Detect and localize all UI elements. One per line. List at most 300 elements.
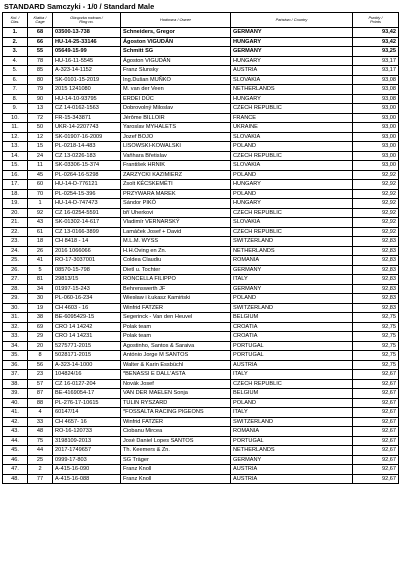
cell-ring: 29813/15 — [53, 275, 121, 285]
table-row — [3, 341, 399, 351]
cell-place: 3. — [3, 47, 28, 57]
cell-points: 92,67 — [353, 408, 399, 418]
header-points: Punkty / Points — [353, 13, 399, 28]
table-row — [3, 94, 399, 104]
cell-ring: 08570-15-798 — [53, 265, 121, 275]
cell-cage: 29 — [28, 332, 53, 342]
cell-cage: 44 — [28, 446, 53, 456]
cell-place: 25. — [3, 256, 28, 266]
cell-place: 37. — [3, 370, 28, 380]
cell-owner: *FOSSALTA RACING PIGEONS — [121, 408, 231, 418]
cell-country: SLOVAKIA — [231, 161, 353, 171]
cell-country: SLOVAKIA — [231, 132, 353, 142]
cell-ring: 2015 1241080 — [53, 85, 121, 95]
cell-cage: 41 — [28, 256, 53, 266]
cell-place: 45. — [3, 446, 28, 456]
cell-owner: LISOWSKI-KOWALSKI — [121, 142, 231, 152]
cell-cage: 92 — [28, 208, 53, 218]
header-cage: Klatka / Cage — [28, 13, 53, 28]
cell-country: HUNGARY — [231, 56, 353, 66]
cell-country: HUNGARY — [231, 94, 353, 104]
cell-points: 92,67 — [353, 379, 399, 389]
table-row — [3, 398, 399, 408]
table-row — [3, 427, 399, 437]
cell-cage: 25 — [28, 455, 53, 465]
cell-cage: 88 — [28, 398, 53, 408]
cell-owner: Novák Josef — [121, 379, 231, 389]
cell-cage: 77 — [28, 474, 53, 484]
cell-place: 43. — [3, 427, 28, 437]
cell-country: CZECH REPUBLIC — [231, 208, 353, 218]
cell-points: 92,67 — [353, 446, 399, 456]
table-row — [3, 180, 399, 190]
cell-owner: Winfrid FATZER — [121, 417, 231, 427]
table-row — [3, 85, 399, 95]
cell-place: 8. — [3, 94, 28, 104]
cell-country: CZECH REPUBLIC — [231, 227, 353, 237]
cell-place: 34. — [3, 341, 28, 351]
cell-points: 92,67 — [353, 427, 399, 437]
cell-cage: 69 — [28, 322, 53, 332]
cell-ring: BE-6095429-15 — [53, 313, 121, 323]
cell-points: 92,67 — [353, 455, 399, 465]
cell-cage: 24 — [28, 151, 53, 161]
cell-country: BELGIUM — [231, 313, 353, 323]
header-country: Państwo / Country — [231, 13, 353, 28]
cell-points: 92,67 — [353, 436, 399, 446]
cell-ring: CZ 16-0254-5591 — [53, 208, 121, 218]
cell-ring: A-323-14-1000 — [53, 360, 121, 370]
cell-country: GERMANY — [231, 284, 353, 294]
document-title: STANDARD Samczyki - 1/0 / Standard Male — [4, 2, 155, 11]
cell-points: 93,08 — [353, 75, 399, 85]
table-row — [3, 246, 399, 256]
cell-owner: Franz Knoll — [121, 474, 231, 484]
cell-country: NETHERLANDS — [231, 446, 353, 456]
cell-owner: ERDEI DÜC — [121, 94, 231, 104]
cell-place: 24. — [3, 246, 28, 256]
cell-cage: 19 — [28, 303, 53, 313]
cell-country: PORTUGAL — [231, 436, 353, 446]
cell-country: GERMANY — [231, 28, 353, 38]
cell-place: 12. — [3, 132, 28, 142]
cell-cage: 33 — [28, 417, 53, 427]
cell-cage: 81 — [28, 275, 53, 285]
cell-points: 93,00 — [353, 151, 399, 161]
cell-cage: 66 — [28, 37, 53, 47]
cell-owner: Schneiders, Gregor — [121, 28, 231, 38]
cell-points: 92,67 — [353, 389, 399, 399]
cell-ring: PL-0264-16-5298 — [53, 170, 121, 180]
cell-cage: 57 — [28, 379, 53, 389]
cell-place: 5. — [3, 66, 28, 76]
cell-cage: 4 — [28, 408, 53, 418]
cell-cage: 11 — [28, 161, 53, 171]
cell-points: 92,75 — [353, 360, 399, 370]
table-row — [3, 151, 399, 161]
cell-place: 35. — [3, 351, 28, 361]
table-row — [3, 436, 399, 446]
results-table — [2, 12, 399, 484]
cell-place: 29. — [3, 294, 28, 304]
cell-country: POLAND — [231, 142, 353, 152]
cell-points: 92,67 — [353, 474, 399, 484]
cell-place: 28. — [3, 284, 28, 294]
cell-country: AUSTRIA — [231, 474, 353, 484]
cell-place: 14. — [3, 151, 28, 161]
cell-ring: 01997-15-243 — [53, 284, 121, 294]
table-row — [3, 332, 399, 342]
cell-points: 92,92 — [353, 180, 399, 190]
cell-place: 23. — [3, 237, 28, 247]
cell-points: 93,00 — [353, 161, 399, 171]
cell-cage: 60 — [28, 180, 53, 190]
cell-points: 92,75 — [353, 351, 399, 361]
cell-cage: 8 — [28, 351, 53, 361]
cell-ring: 5275771-2015 — [53, 341, 121, 351]
table-row — [3, 227, 399, 237]
cell-owner: Dietl u. Tochter — [121, 265, 231, 275]
cell-owner: Winfrid FATZER — [121, 303, 231, 313]
cell-owner: Franz Slunsky — [121, 66, 231, 76]
cell-place: 44. — [3, 436, 28, 446]
cell-owner: Dobrovolný Miloslav — [121, 104, 231, 114]
cell-country: FRANCE — [231, 113, 353, 123]
cell-points: 92,67 — [353, 465, 399, 475]
cell-place: 31. — [3, 313, 28, 323]
cell-ring: UKR-14-2207743 — [53, 123, 121, 133]
cell-country: POLAND — [231, 189, 353, 199]
table-row — [3, 465, 399, 475]
cell-country: CZECH REPUBLIC — [231, 104, 353, 114]
cell-ring: A-323-14-1152 — [53, 66, 121, 76]
cell-cage: 20 — [28, 341, 53, 351]
cell-cage: 13 — [28, 104, 53, 114]
cell-ring: CZ 13-0166-3899 — [53, 227, 121, 237]
cell-ring: 2016 1066066 — [53, 246, 121, 256]
cell-country: ITALY — [231, 275, 353, 285]
cell-owner: M. van der Veen — [121, 85, 231, 95]
cell-place: 41. — [3, 408, 28, 418]
table-row — [3, 351, 399, 361]
cell-cage: 5 — [28, 265, 53, 275]
cell-place: 26. — [3, 265, 28, 275]
table-row — [3, 379, 399, 389]
cell-country: POLAND — [231, 398, 353, 408]
cell-ring: A-415-16-090 — [53, 465, 121, 475]
cell-points: 93,25 — [353, 47, 399, 57]
cell-owner: Behrenswerth JF — [121, 284, 231, 294]
cell-country: PORTUGAL — [231, 341, 353, 351]
cell-cage: 26 — [28, 246, 53, 256]
cell-cage: 78 — [28, 56, 53, 66]
table-row — [3, 218, 399, 228]
cell-country: AUSTRIA — [231, 360, 353, 370]
cell-place: 10. — [3, 113, 28, 123]
cell-country: BELGIUM — [231, 389, 353, 399]
cell-owner: Polak team — [121, 322, 231, 332]
results-body — [3, 28, 399, 484]
cell-place: 19. — [3, 199, 28, 209]
cell-owner: Ágoston VIGUDÁN — [121, 37, 231, 47]
cell-cage: 2 — [28, 465, 53, 475]
header-ring: Obrączka rodowa / Ring no. — [53, 13, 121, 28]
table-row — [3, 275, 399, 285]
table-row — [3, 313, 399, 323]
cell-country: SWITZERLAND — [231, 417, 353, 427]
cell-owner: Coldea Claudiu — [121, 256, 231, 266]
cell-country: POLAND — [231, 294, 353, 304]
table-row — [3, 294, 399, 304]
cell-cage: 75 — [28, 436, 53, 446]
cell-points: 92,83 — [353, 246, 399, 256]
cell-owner: Franz Knoll — [121, 465, 231, 475]
cell-cage: 56 — [28, 360, 53, 370]
cell-country: GERMANY — [231, 455, 353, 465]
cell-points: 92,75 — [353, 313, 399, 323]
cell-cage: 55 — [28, 47, 53, 57]
cell-place: 47. — [3, 465, 28, 475]
table-row — [3, 303, 399, 313]
cell-points: 92,67 — [353, 417, 399, 427]
table-row — [3, 132, 399, 142]
cell-country: CZECH REPUBLIC — [231, 379, 353, 389]
table-row — [3, 237, 399, 247]
cell-owner: PRZYWARA MAREK — [121, 189, 231, 199]
cell-points: 93,00 — [353, 113, 399, 123]
cell-country: SWITZERLAND — [231, 303, 353, 313]
cell-ring: CH 4657- 16 — [53, 417, 121, 427]
cell-ring: SK-01907-16-2009 — [53, 132, 121, 142]
cell-cage: 50 — [28, 123, 53, 133]
cell-owner: RONCELLA FILIPPO — [121, 275, 231, 285]
cell-owner: Yaroslav MYHALETS — [121, 123, 231, 133]
cell-owner: Jérôme BILLOIR — [121, 113, 231, 123]
cell-country: HUNGARY — [231, 180, 353, 190]
cell-points: 93,00 — [353, 132, 399, 142]
cell-owner: Wiesław i Łukasz Kamiński — [121, 294, 231, 304]
cell-ring: CH 8418 - 14 — [53, 237, 121, 247]
cell-cage: 61 — [28, 227, 53, 237]
cell-country: HUNGARY — [231, 37, 353, 47]
cell-ring: 05649-15-99 — [53, 47, 121, 57]
cell-country: ROMANIA — [231, 256, 353, 266]
cell-owner: Agostinho, Santos & Saraiva — [121, 341, 231, 351]
cell-points: 92,75 — [353, 341, 399, 351]
table-row — [3, 474, 399, 484]
table-row — [3, 256, 399, 266]
cell-country: HUNGARY — [231, 199, 353, 209]
cell-owner: M.L.M. WYSS — [121, 237, 231, 247]
cell-cage: 72 — [28, 113, 53, 123]
cell-owner: Schmitt SG — [121, 47, 231, 57]
cell-points: 92,67 — [353, 398, 399, 408]
cell-cage: 87 — [28, 389, 53, 399]
cell-country: NETHERLANDS — [231, 246, 353, 256]
cell-ring: 5028171-2015 — [53, 351, 121, 361]
cell-country: CZECH REPUBLIC — [231, 151, 353, 161]
cell-owner: Segerinck - Van den Heuvel — [121, 313, 231, 323]
cell-points: 92,67 — [353, 370, 399, 380]
cell-points: 92,92 — [353, 227, 399, 237]
cell-place: 21. — [3, 218, 28, 228]
cell-ring: 2017-1749657 — [53, 446, 121, 456]
cell-place: 2. — [3, 37, 28, 47]
cell-owner: Th. Keemers & Zn. — [121, 446, 231, 456]
cell-ring: HU-14-25-33146 — [53, 37, 121, 47]
cell-ring: 60147/14 — [53, 408, 121, 418]
table-row — [3, 104, 399, 114]
cell-ring: HU-14-10-93795 — [53, 94, 121, 104]
cell-place: 36. — [3, 360, 28, 370]
cell-points: 93,00 — [353, 142, 399, 152]
cell-points: 92,83 — [353, 256, 399, 266]
cell-ring: 0999-17-803 — [53, 455, 121, 465]
cell-points: 92,92 — [353, 218, 399, 228]
cell-points: 92,75 — [353, 322, 399, 332]
cell-place: 32. — [3, 322, 28, 332]
cell-points: 92,75 — [353, 332, 399, 342]
table-row — [3, 75, 399, 85]
cell-owner: Vladimír VERNARSKÝ — [121, 218, 231, 228]
cell-cage: 12 — [28, 132, 53, 142]
table-row — [3, 142, 399, 152]
cell-ring: 3198109-2013 — [53, 436, 121, 446]
table-row — [3, 189, 399, 199]
cell-points: 92,83 — [353, 303, 399, 313]
cell-owner: Sándor PIKÓ — [121, 199, 231, 209]
header-place: Koł. / Clas. — [3, 13, 28, 28]
cell-ring: HU-16-11-5545 — [53, 56, 121, 66]
cell-country: POLAND — [231, 170, 353, 180]
cell-cage: 85 — [28, 66, 53, 76]
cell-country: ITALY — [231, 370, 353, 380]
cell-owner: bří Uherkovi — [121, 208, 231, 218]
cell-owner: Lamáček Josef + David — [121, 227, 231, 237]
cell-cage: 34 — [28, 284, 53, 294]
cell-country: SLOVAKIA — [231, 218, 353, 228]
table-row — [3, 455, 399, 465]
table-row — [3, 370, 399, 380]
cell-owner: VAN DER MAELEN Sonja — [121, 389, 231, 399]
cell-points: 92,92 — [353, 199, 399, 209]
cell-owner: ZARZYCKI KAZIMIERZ — [121, 170, 231, 180]
cell-cage: 90 — [28, 94, 53, 104]
cell-place: 42. — [3, 417, 28, 427]
cell-ring: PL-0218-14-483 — [53, 142, 121, 152]
cell-country: AUSTRIA — [231, 66, 353, 76]
cell-place: 9. — [3, 104, 28, 114]
cell-ring: A-415-16-088 — [53, 474, 121, 484]
cell-country: NETHERLANDS — [231, 85, 353, 95]
cell-country: ITALY — [231, 408, 353, 418]
cell-place: 7. — [3, 85, 28, 95]
table-row — [3, 56, 399, 66]
cell-place: 30. — [3, 303, 28, 313]
cell-ring: BE-4169054-17 — [53, 389, 121, 399]
cell-cage: 68 — [28, 28, 53, 38]
cell-cage: 79 — [28, 85, 53, 95]
cell-country: UKRAINE — [231, 123, 353, 133]
table-row — [3, 322, 399, 332]
cell-country: ROMANIA — [231, 427, 353, 437]
cell-place: 33. — [3, 332, 28, 342]
cell-ring: PL-0254-15-396 — [53, 189, 121, 199]
table-row — [3, 446, 399, 456]
table-row — [3, 113, 399, 123]
cell-ring: RO-17-3037001 — [53, 256, 121, 266]
table-row — [3, 37, 399, 47]
cell-owner: Ciobanu Mircea — [121, 427, 231, 437]
cell-cage: 48 — [28, 427, 53, 437]
table-row — [3, 265, 399, 275]
cell-ring: SK-03306-15-374 — [53, 161, 121, 171]
cell-place: 38. — [3, 379, 28, 389]
cell-place: 39. — [3, 389, 28, 399]
cell-ring: CRO 14 14231 — [53, 332, 121, 342]
cell-place: 27. — [3, 275, 28, 285]
cell-ring: RO-16-120733 — [53, 427, 121, 437]
cell-owner: František HRNIK — [121, 161, 231, 171]
cell-owner: Polak team — [121, 332, 231, 342]
cell-points: 93,08 — [353, 94, 399, 104]
cell-points: 93,00 — [353, 123, 399, 133]
cell-country: GERMANY — [231, 47, 353, 57]
table-row — [3, 417, 399, 427]
table-row — [3, 199, 399, 209]
cell-owner: António Jorge M SANTOS — [121, 351, 231, 361]
cell-ring: CH 4603 - 16 — [53, 303, 121, 313]
cell-ring: CZ 16-0127-204 — [53, 379, 121, 389]
cell-ring: SK-0101-15-2019 — [53, 75, 121, 85]
cell-cage: 43 — [28, 218, 53, 228]
table-row — [3, 170, 399, 180]
cell-country: AUSTRIA — [231, 465, 353, 475]
cell-cage: 30 — [28, 294, 53, 304]
cell-country: SLOVAKIA — [231, 75, 353, 85]
cell-points: 92,83 — [353, 294, 399, 304]
cell-cage: 38 — [28, 313, 53, 323]
cell-owner: *BENASSI E DALL'ASTA — [121, 370, 231, 380]
cell-points: 93,08 — [353, 85, 399, 95]
cell-points: 92,83 — [353, 284, 399, 294]
cell-place: 16. — [3, 170, 28, 180]
cell-points: 92,83 — [353, 265, 399, 275]
cell-points: 93,00 — [353, 104, 399, 114]
cell-place: 48. — [3, 474, 28, 484]
cell-country: GERMANY — [231, 265, 353, 275]
cell-owner: José Daniel Lopes SANTOS — [121, 436, 231, 446]
table-row — [3, 408, 399, 418]
table-row — [3, 360, 399, 370]
cell-owner: Walter & Karin Essbüchl — [121, 360, 231, 370]
cell-owner: Ing.Dušan MUŇKO — [121, 75, 231, 85]
cell-owner: H.H.Oving en Zn. — [121, 246, 231, 256]
cell-points: 92,83 — [353, 275, 399, 285]
cell-place: 1. — [3, 28, 28, 38]
cell-place: 13. — [3, 142, 28, 152]
cell-points: 92,83 — [353, 237, 399, 247]
cell-owner: Vaňhara Břetislav — [121, 151, 231, 161]
cell-owner: TULIN RYSZARD — [121, 398, 231, 408]
cell-cage: 80 — [28, 75, 53, 85]
cell-owner: Ágoston VIGUDÁN — [121, 56, 231, 66]
table-row — [3, 66, 399, 76]
cell-cage: 15 — [28, 142, 53, 152]
cell-place: 17. — [3, 180, 28, 190]
table-row — [3, 284, 399, 294]
cell-place: 40. — [3, 398, 28, 408]
